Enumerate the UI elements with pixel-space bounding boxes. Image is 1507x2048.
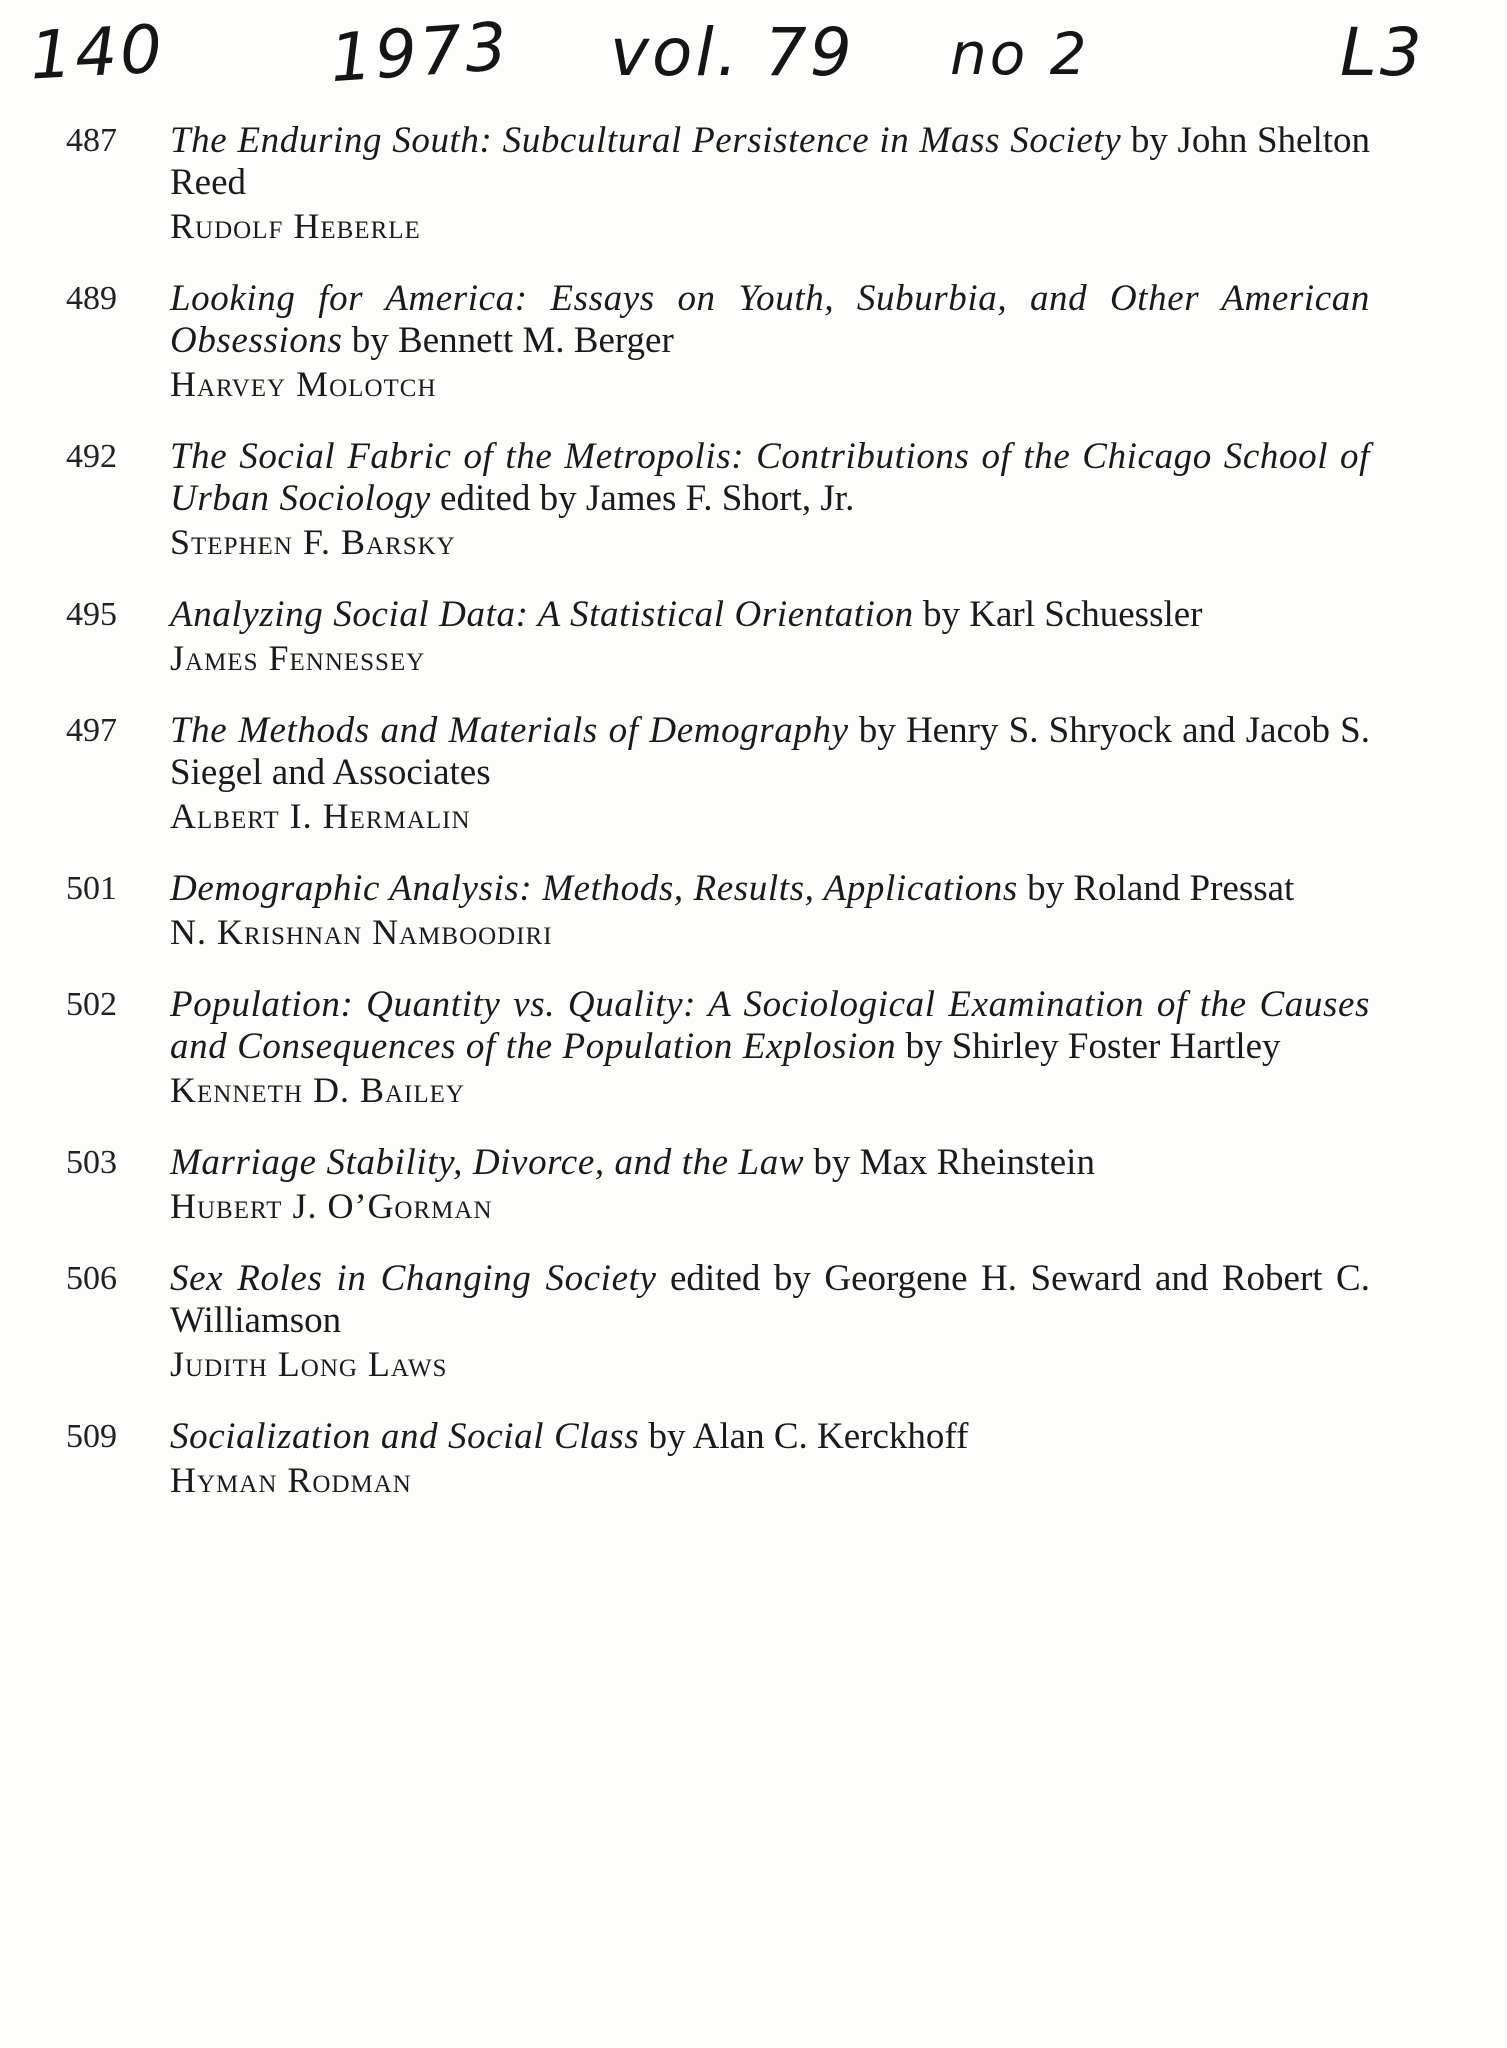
reviewer-name: Stephen F. Barsky xyxy=(170,522,456,562)
book-title: Socialization and Social Class xyxy=(170,1416,640,1457)
book-title: Marriage Stability, Divorce, and the Law xyxy=(170,1142,805,1183)
handwritten-issue: no 2 xyxy=(950,20,1090,88)
book-author: edited by James F. Short, Jr. xyxy=(430,478,855,519)
entry-body xyxy=(170,868,1370,954)
entry-body xyxy=(170,120,1370,248)
entry-body xyxy=(170,278,1370,406)
review-entry xyxy=(0,868,1507,954)
entry-body xyxy=(170,594,1370,680)
book-title: The Social Fabric of the Metropolis: Contributions of the Chicago School of Urban Sociology xyxy=(170,436,1370,519)
page-number: 489 xyxy=(66,280,117,317)
review-entry xyxy=(0,984,1507,1112)
entry-body xyxy=(170,1142,1370,1228)
page-number: 509 xyxy=(66,1418,117,1455)
handwritten-code: L3 xyxy=(1340,14,1425,91)
book-author: by Max Rheinstein xyxy=(804,1142,1095,1183)
review-entry xyxy=(0,120,1507,248)
reviewer-name: Hubert J. O’Gorman xyxy=(170,1186,493,1226)
review-entry xyxy=(0,594,1507,680)
handwritten-number: 140 xyxy=(28,10,167,95)
handwritten-volume: vol. 79 xyxy=(610,14,855,91)
reviewer-name: Rudolf Heberle xyxy=(170,206,421,246)
book-title: The Methods and Materials of Demography xyxy=(170,710,849,751)
entry-body xyxy=(170,436,1370,564)
page-number: 503 xyxy=(66,1144,117,1181)
page-number: 501 xyxy=(66,870,117,907)
review-entry xyxy=(0,1142,1507,1228)
book-author: by Shirley Foster Hartley xyxy=(896,1026,1281,1067)
book-title: Demographic Analysis: Methods, Results, Applications xyxy=(170,868,1018,909)
review-entry xyxy=(0,436,1507,564)
reviewer-name: Judith Long Laws xyxy=(170,1344,448,1384)
book-title: Population: Quantity vs. Quality: A Sociological Examination of the Causes and Consequences of the Population Explosion xyxy=(170,984,1370,1067)
reviewer-name: N. Krishnan Namboodiri xyxy=(170,912,553,952)
book-title: Looking for America: Essays on Youth, Suburbia, and Other American Obsessions xyxy=(170,278,1370,361)
review-list xyxy=(0,120,1507,1532)
entry-body xyxy=(170,710,1370,838)
page-number: 497 xyxy=(66,712,117,749)
page-number: 487 xyxy=(66,122,117,159)
book-title: Analyzing Social Data: A Statistical Orientation xyxy=(170,594,914,635)
entry-body xyxy=(170,1258,1370,1386)
book-author: by Alan C. Kerckhoff xyxy=(639,1416,969,1457)
page-number: 506 xyxy=(66,1260,117,1297)
book-author: by John Shelton Reed xyxy=(170,120,1370,203)
review-entry xyxy=(0,710,1507,838)
review-entry xyxy=(0,278,1507,406)
reviewer-name: Harvey Molotch xyxy=(170,364,437,404)
book-title: The Enduring South: Subcultural Persistence in Mass Society xyxy=(170,120,1122,161)
book-author: edited by Georgene H. Seward and Robert C. Williamson xyxy=(170,1258,1370,1341)
page-number: 495 xyxy=(66,596,117,633)
handwritten-year: 1973 xyxy=(327,7,513,98)
reviewer-name: Kenneth D. Bailey xyxy=(170,1070,465,1110)
reviewer-name: Hyman Rodman xyxy=(170,1460,412,1500)
reviewer-name: James Fennessey xyxy=(170,638,426,678)
book-author: by Roland Pressat xyxy=(1017,868,1295,909)
book-title: Sex Roles in Changing Society xyxy=(170,1258,657,1299)
book-author: by Karl Schuessler xyxy=(913,594,1203,635)
handwritten-annotation xyxy=(28,7,1470,104)
review-entry xyxy=(0,1416,1507,1502)
book-author: by Bennett M. Berger xyxy=(342,320,674,361)
page-number: 502 xyxy=(66,986,117,1023)
entry-body xyxy=(170,1416,1370,1502)
book-author: by Henry S. Shryock and Jacob S. Siegel and Associates xyxy=(170,710,1370,793)
review-entry xyxy=(0,1258,1507,1386)
page-number: 492 xyxy=(66,438,117,475)
entry-body xyxy=(170,984,1370,1112)
reviewer-name: Albert I. Hermalin xyxy=(170,796,471,836)
